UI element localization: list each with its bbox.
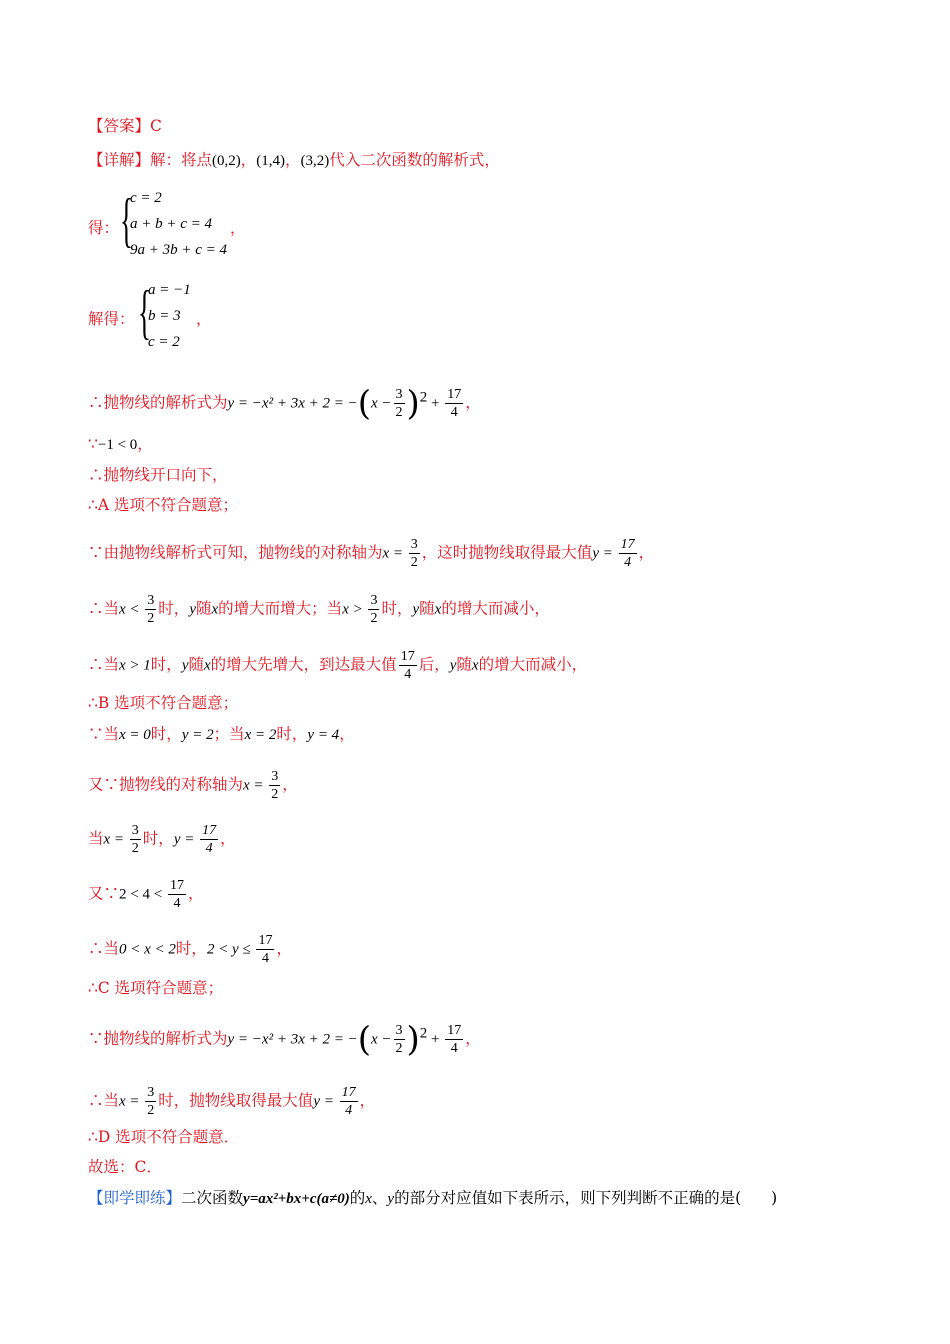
practice-text-a: 二次函数 bbox=[181, 1189, 244, 1207]
eq-3: 9a + 3b + c = 4 bbox=[130, 242, 228, 258]
text-l9c: ；当 bbox=[213, 725, 245, 743]
text-l7-sui2: 随 bbox=[456, 655, 472, 674]
text-l7c: 后， bbox=[418, 655, 450, 674]
text-l6b: 时， bbox=[158, 599, 190, 618]
text-l11-time: 时， bbox=[142, 829, 174, 848]
comma-l12: ， bbox=[187, 884, 204, 903]
sep-1: ， bbox=[240, 151, 257, 169]
solve-label: 解得： bbox=[88, 310, 135, 328]
text-l9a: ∵当 bbox=[88, 725, 120, 743]
max-value-line: 当x = $\frac{3}{2}$ 时，y = $\frac{17}{4}$ ， bbox=[88, 823, 236, 856]
comma-l16: ， bbox=[359, 1091, 376, 1110]
expr-l2: −1 < 0 bbox=[97, 437, 138, 453]
comma-l11: ， bbox=[220, 829, 236, 848]
parabola-expression-line-2: ∵抛物线的解析式为y = −x² + 3x + 2 = −(x − $\frac{3}{2}$ )$^2$ + $\frac{17}{4}$ ， bbox=[88, 1019, 481, 1060]
text-l15: ∵抛物线的解析式为 bbox=[88, 1029, 228, 1048]
eq-2: a + b + c = 4 bbox=[130, 216, 213, 232]
text-l7a: ∴当 bbox=[88, 655, 120, 674]
detail-line bbox=[88, 150, 500, 171]
point-3: (3,2) bbox=[300, 153, 330, 169]
comma-l13: ， bbox=[276, 939, 292, 958]
text-l5a: ∵由抛物线解析式可知，抛物线的对称轴为 bbox=[88, 543, 383, 562]
text-l6d: 的增大而增大；当 bbox=[218, 599, 343, 618]
text-l16b: 时，抛物线取得最大值 bbox=[158, 1091, 314, 1110]
practice-text-b: 的 bbox=[349, 1189, 366, 1207]
text-l8: ∴B 选项不符合题意； bbox=[88, 694, 239, 712]
practice-line bbox=[88, 1188, 777, 1209]
text-l17: ∴D 选项不符合题意． bbox=[88, 1128, 240, 1146]
text-l2: ∵ bbox=[88, 435, 98, 453]
sep-2: ， bbox=[285, 151, 301, 169]
brace-icon: { bbox=[120, 187, 133, 253]
text-l18: 故选：C． bbox=[88, 1158, 162, 1176]
text-l10: 又∵抛物线的对称轴为 bbox=[88, 775, 244, 794]
text-l14: ∴C 选项符合题意； bbox=[88, 979, 224, 997]
text-l3: ∴抛物线开口向下， bbox=[88, 466, 228, 484]
negative-coefficient-line bbox=[88, 434, 153, 455]
expr-l1: y = −x² + 3x + 2 = − bbox=[227, 395, 358, 412]
sol-b: b = 3 bbox=[148, 308, 181, 324]
text-l13-time: 时， bbox=[175, 939, 207, 958]
text-l4: ∴A 选项不符合题意； bbox=[88, 496, 238, 514]
answer-value: C bbox=[150, 117, 162, 135]
comma-l15: ， bbox=[465, 1029, 481, 1048]
brace-icon: { bbox=[138, 279, 151, 345]
text-l7-sui: 随 bbox=[188, 655, 204, 674]
comma-2: ， bbox=[196, 310, 212, 328]
comma-1: ， bbox=[230, 219, 246, 237]
inequality-line: 又∵2 < 4 < $\frac{17}{4}$ ， bbox=[88, 878, 204, 911]
comma-l1: ， bbox=[465, 393, 481, 412]
practice-y: y bbox=[387, 1191, 395, 1207]
text-l1: ∴抛物线的解析式为 bbox=[88, 393, 228, 412]
max-value-line-2: ∴当x = $\frac{3}{2}$ 时，抛物线取得最大值y = $\frac{17}{4}$ ， bbox=[88, 1085, 376, 1118]
practice-expr: y=ax²+bx+c(a≠0) bbox=[243, 1191, 350, 1207]
detail-intro: 解：将点 bbox=[150, 151, 213, 169]
practice-x: x bbox=[365, 1191, 372, 1207]
practice-dun: 、 bbox=[371, 1189, 388, 1207]
text-l7-end: 的增大而减小， bbox=[478, 655, 588, 674]
expr-l15: y = −x² + 3x + 2 = − bbox=[227, 1031, 358, 1048]
values-line: ∵当x = 0时，y = 2；当x = 2时，y = 4， bbox=[88, 725, 355, 743]
text-l12: 又∵ bbox=[88, 884, 120, 903]
text-l9b2: 时， bbox=[276, 725, 308, 743]
text-l6a: ∴当 bbox=[88, 599, 120, 618]
parabola-expression-line: ∴抛物线的解析式为y = −x² + 3x + 2 = −(x − $\frac{3}{2}$ )$^2$ + $\frac{17}{4}$ ， bbox=[88, 383, 481, 424]
practice-text-c: 的部分对应值如下表所示，则下列判断不正确的是( bbox=[394, 1189, 742, 1207]
detail-tail: 代入二次函数的解析式， bbox=[329, 151, 500, 169]
text-l6b2: 时， bbox=[381, 599, 413, 618]
comma-l5: ， bbox=[638, 543, 655, 562]
text-l9b: 时， bbox=[150, 725, 182, 743]
axis-of-symmetry-line: ∵由抛物线解析式可知，抛物线的对称轴为x = $\frac{3}{2}$ ，这时抛物线取得最大值y = $\frac{17}{4}$ ， bbox=[88, 537, 655, 570]
text-l5b: ，这时抛物线取得最大值 bbox=[421, 543, 593, 562]
answer-line bbox=[88, 116, 162, 136]
point-2: (1,4) bbox=[256, 153, 286, 169]
text-l6e: 的增大而减小， bbox=[441, 599, 550, 618]
text-l7b: 的增大先增大，到达最大值 bbox=[210, 655, 397, 674]
monotonic-line-1: ∴当x < $\frac{3}{2}$ 时，y随x的增大而增大；当x > $\frac{3}{2}$ 时，y随x的增大而减小， bbox=[88, 593, 550, 626]
axis-line-2: 又∵抛物线的对称轴为x = $\frac{3}{2}$ ， bbox=[88, 769, 298, 802]
answer-label: 【答案】 bbox=[88, 117, 151, 135]
comma-l9: ， bbox=[339, 725, 355, 743]
text-l16a: ∴当 bbox=[88, 1091, 120, 1110]
practice-text-d: ) bbox=[771, 1189, 778, 1207]
eq-1: c = 2 bbox=[130, 190, 162, 206]
sol-c: c = 2 bbox=[148, 334, 180, 350]
comma-l2: ， bbox=[137, 435, 153, 453]
text-l6c2: 随 bbox=[419, 599, 435, 618]
comma-l10: ， bbox=[282, 775, 298, 794]
get-label: 得： bbox=[88, 219, 120, 237]
monotonic-line-2: ∴当x > 1时，y随x的增大先增大，到达最大值 $\frac{17}{4}$ 后，y随x的增大而减小， bbox=[88, 649, 588, 682]
text-l13: ∴当 bbox=[88, 939, 120, 958]
equation-system-1 bbox=[120, 187, 240, 266]
sol-a: a = −1 bbox=[148, 282, 191, 298]
range-line: ∴当0 < x < 2时，2 < y ≤ $\frac{17}{4}$ ， bbox=[88, 933, 292, 966]
point-1: (0,2) bbox=[212, 153, 241, 169]
text-l6c: 随 bbox=[195, 599, 212, 618]
text-l11: 当 bbox=[88, 829, 104, 848]
practice-label: 【即学即练】 bbox=[88, 1189, 182, 1207]
detail-label: 【详解】 bbox=[88, 151, 151, 169]
text-l7-time: 时， bbox=[150, 655, 182, 674]
